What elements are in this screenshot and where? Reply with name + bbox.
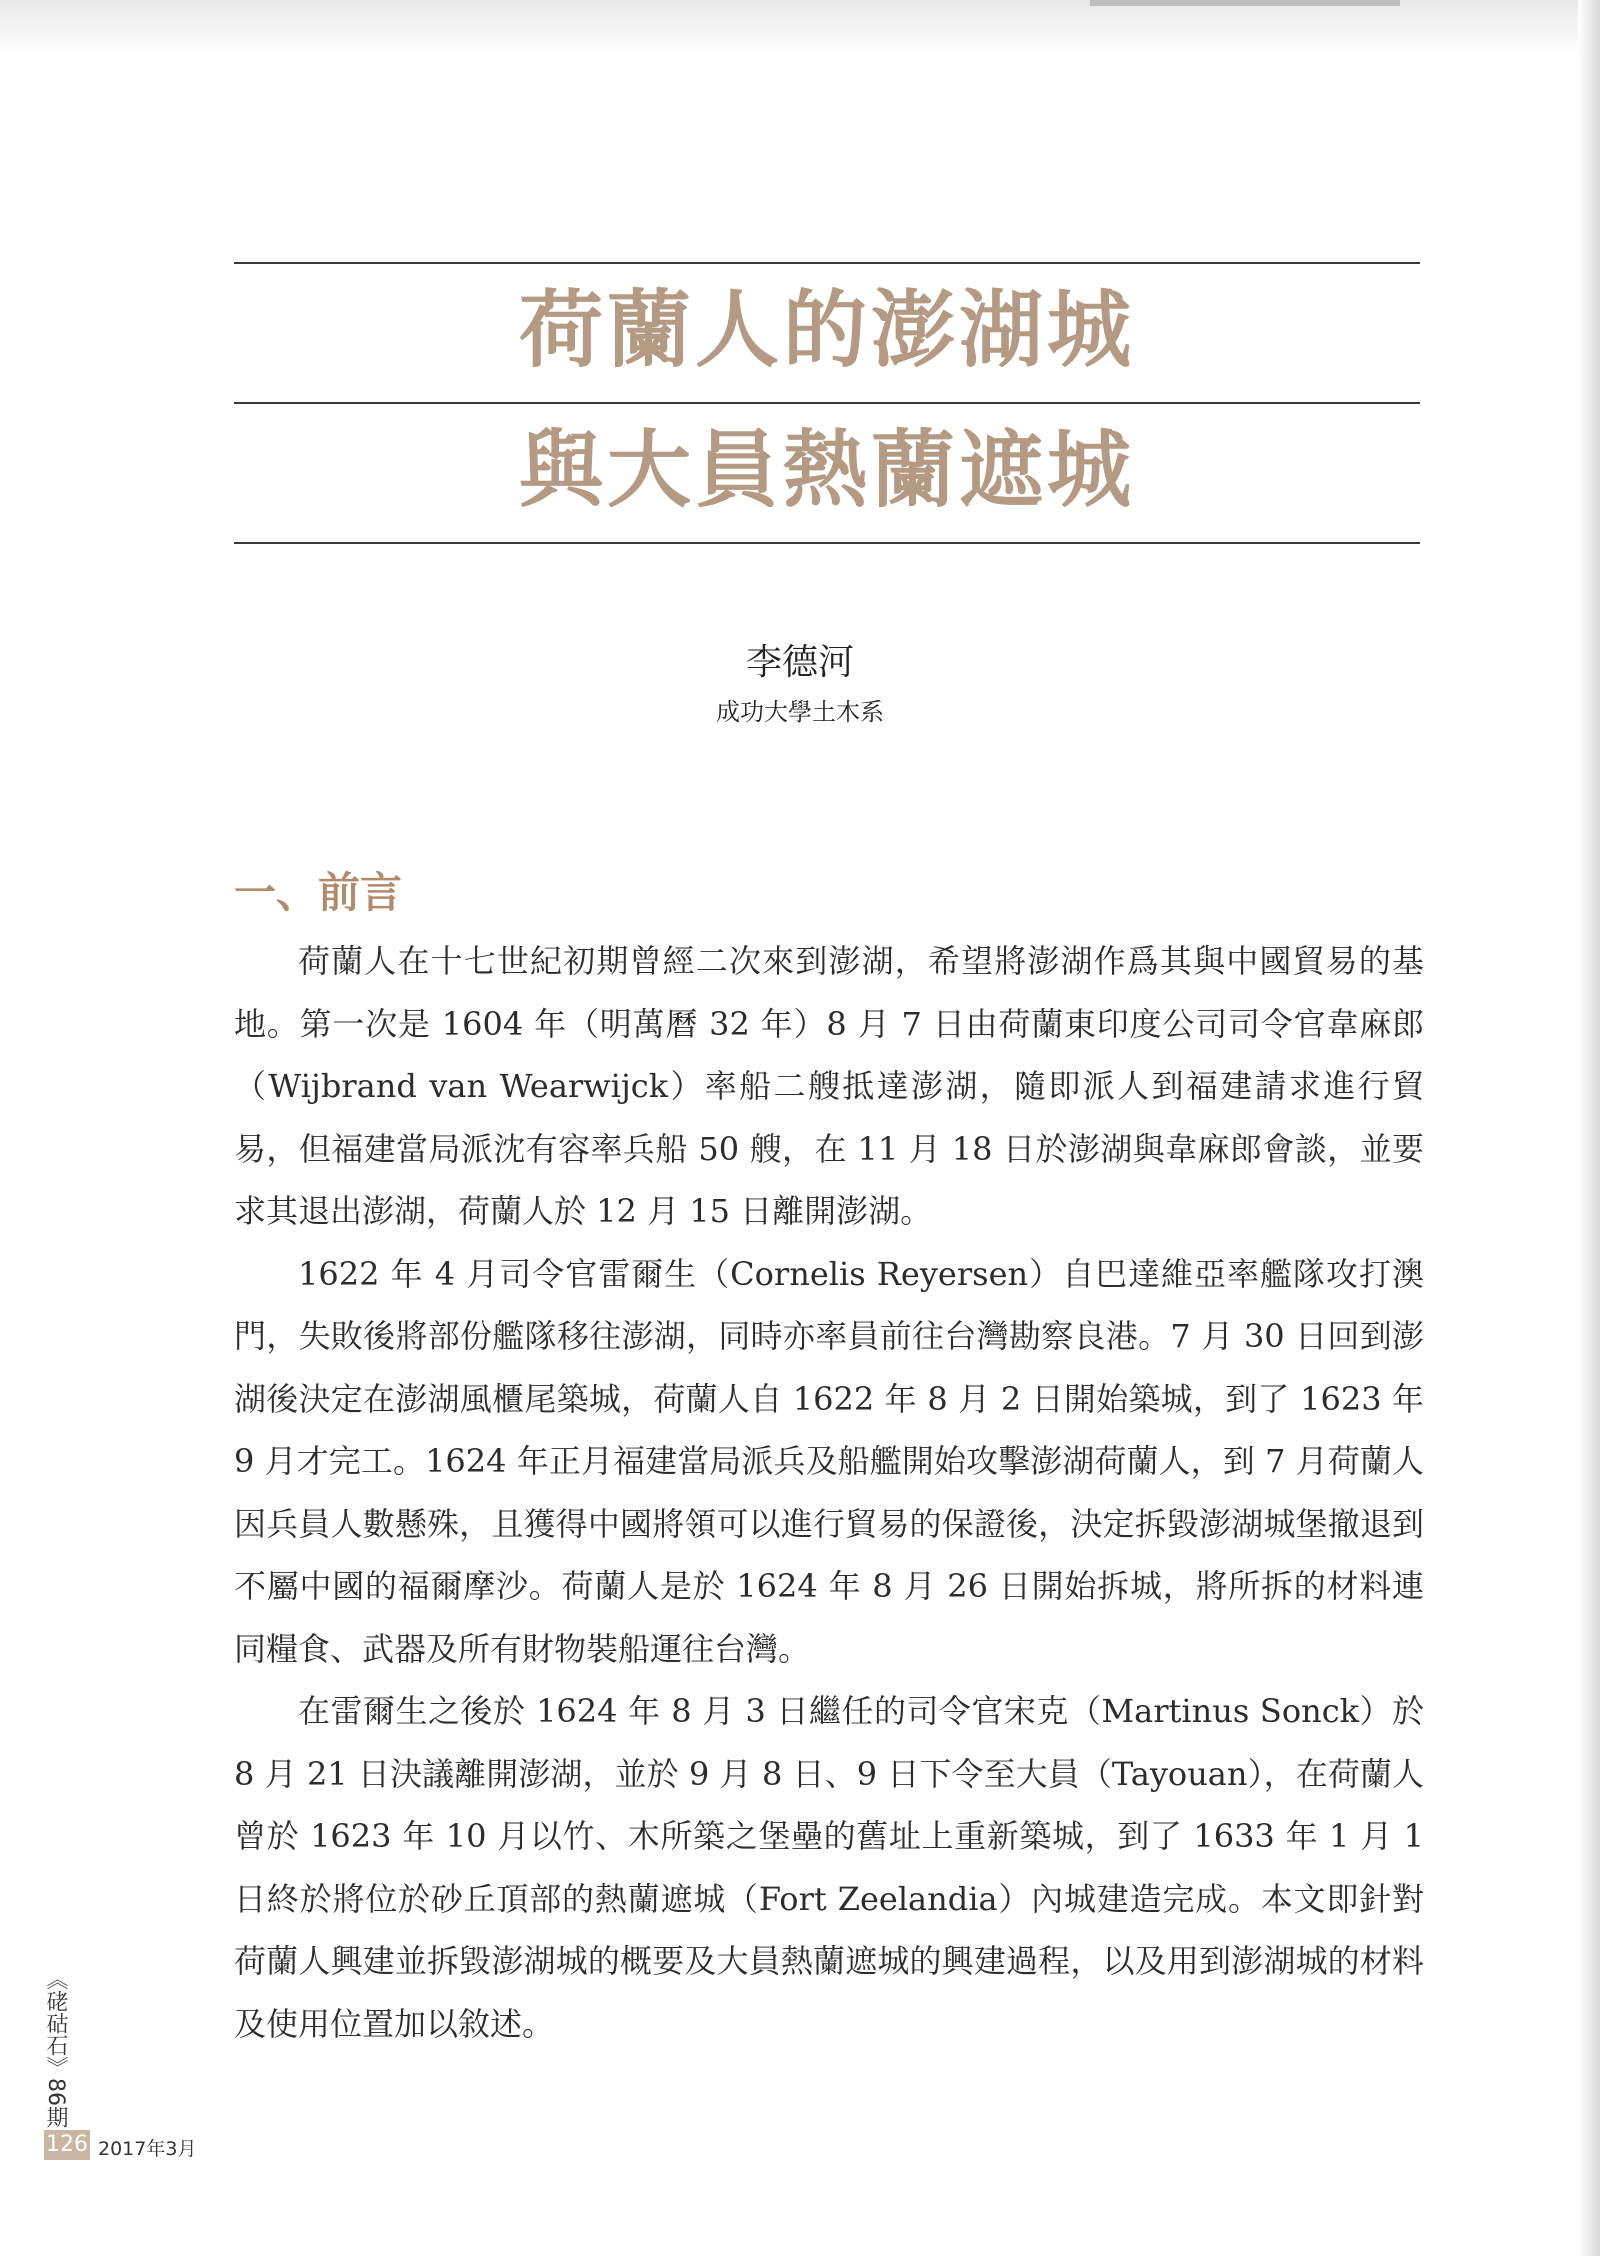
scan-shadow-top	[0, 0, 1600, 56]
publication-title: 《硓𥑮石》86期	[43, 1968, 68, 2128]
title-rule-top	[234, 262, 1420, 264]
title-rule-middle	[234, 402, 1420, 404]
issue-date: 2017年3月	[98, 2138, 197, 2160]
article-body	[234, 930, 1424, 2055]
article-title-line-1: 荷蘭人的澎湖城	[518, 280, 1135, 379]
paragraph-1: 荷蘭人在十七世紀初期曾經二次來到澎湖，希望將澎湖作爲其與中國貿易的基地。第一次是 1604 年（明萬曆 32 年）8 月 7 日由荷蘭東印度公司司令官韋麻郎（Wijbrand van Wearwijck）率船二艘抵達澎湖，隨即派人到福建請求進行貿易，但福建當局派沈有容率兵船 50 艘，在 11 月 18 日於澎湖與韋麻郎會談，並要求其退出澎湖，荷蘭人於 12 月 15 日離開澎湖。	[234, 942, 1424, 1230]
page-number: 126	[44, 2130, 90, 2160]
title-rule-bottom	[234, 542, 1420, 544]
paragraph-2: 1622 年 4 月司令官雷爾生（Cornelis Reyersen）自巴達維亞率艦隊攻打澳門，失敗後將部份艦隊移往澎湖，同時亦率員前往台灣勘察良港。7 月 30 日回到澎湖後決定在澎湖風櫃尾築城，荷蘭人自 1622 年 8 月 2 日開始築城，到了 1623 年 9 月才完工。1624 年正月福建當局派兵及船艦開始攻擊澎湖荷蘭人，到 7 月荷蘭人因兵員人數懸殊，且獲得中國將領可以進行貿易的保證後，決定拆毀澎湖城堡撤退到不屬中國的福爾摩沙。荷蘭人是於 1624 年 8 月 26 日開始拆城，將所拆的材料連同糧食、武器及所有財物裝船運往台灣。	[234, 1254, 1424, 1668]
scan-shadow-right	[1578, 0, 1600, 2256]
scan-mark	[1090, 0, 1400, 6]
author-affiliation: 成功大學土木系	[716, 698, 884, 726]
author-name: 李德河	[745, 642, 854, 683]
article-title-line-2: 與大員熱蘭遮城	[518, 420, 1135, 519]
paragraph-3: 在雷爾生之後於 1624 年 8 月 3 日繼任的司令官宋克（Martinus Sonck）於 8 月 21 日決議離開澎湖，並於 9 月 8 日、9 日下令至大員（Tayouan），在荷蘭人曾於 1623 年 10 月以竹、木所築之堡壘的舊址上重新築城，到了 1633 年 1 月 1 日終於將位於砂丘頂部的熱蘭遮城（Fort Zeelandia）內城建造完成。本文即針對荷蘭人興建並拆毀澎湖城的概要及大員熱蘭遮城的興建過程，以及用到澎湖城的材料及使用位置加以敘述。	[234, 1692, 1424, 2043]
section-heading: 一、前言	[234, 868, 403, 917]
